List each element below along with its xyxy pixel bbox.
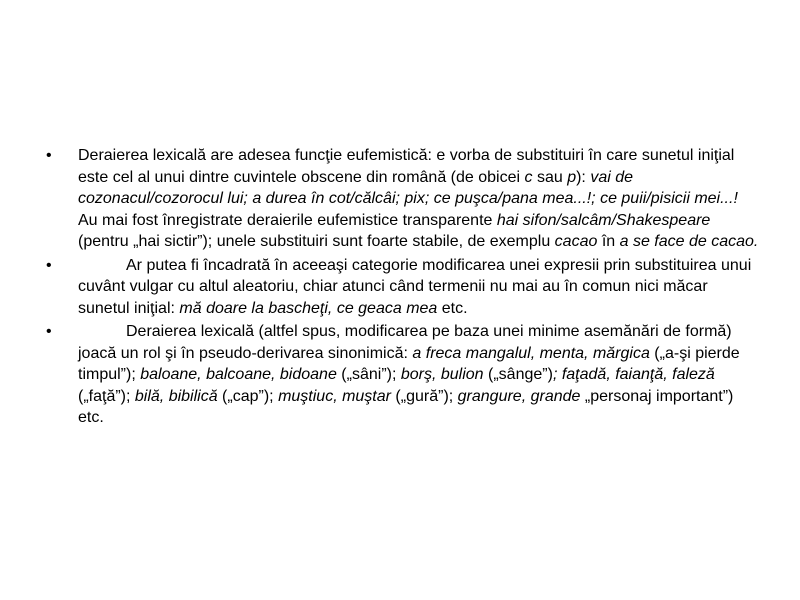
italic-example-text: mă doare la bascheţi, ce geaca mea (179, 299, 438, 317)
body-text: („sâni”); (336, 366, 401, 383)
body-text: ): (576, 168, 591, 186)
italic-example-text: bilă, bibilică (134, 387, 218, 405)
body-text: „personaj important”) etc. (78, 387, 734, 426)
italic-example-text: p (567, 168, 577, 186)
body-text: etc. (437, 299, 468, 317)
italic-example-text: a se face de cacao. (619, 233, 759, 250)
italic-example-text: borş, bulion (400, 366, 484, 383)
bullet-list (46, 145, 760, 431)
body-text: în (597, 233, 620, 250)
body-text: („faţă”); (78, 387, 135, 405)
bullet-icon: • (46, 147, 52, 164)
italic-example-text: c (524, 168, 533, 186)
italic-example-text: baloane, balcoane, bidoane (140, 366, 337, 383)
bullet-icon: • (46, 323, 52, 340)
italic-example-text: grangure, grande (457, 387, 581, 405)
italic-example-text: hai sifon/salcâm/Shakespeare (496, 211, 711, 229)
body-text: Ar putea fi încadrată în aceeaşi categorie modificarea unei expresii prin substituirea unui cuvânt vulgar cu altul aleatoriu, chiar atunci când termenii nu mai au în comun nici măcar sunetul iniţial: (78, 256, 752, 317)
bullet-item (46, 321, 760, 429)
bullet-icon: • (46, 256, 52, 274)
italic-example-text: vai de cozonacul/cozorocul lui; a durea în cot/călcâi; pix; ce puşca/pana mea...!; ce puii/pisicii mei...! (78, 168, 738, 207)
italic-example-text: ; faţadă, faianţă, faleză (552, 366, 715, 383)
body-text: („a-şi pierde timpul”); (78, 344, 740, 383)
body-text: Au mai fost înregistrate deraierile eufemistice transparente (78, 211, 497, 229)
bullet-item (46, 255, 760, 320)
body-text: („sânge”) (483, 366, 553, 383)
body-text: Deraierea lexicală (altfel spus, modificarea pe baza unei minime asemănări de formă) joacă un rol şi în pseudo-derivarea sinonimică: (78, 323, 732, 362)
body-text: („cap”); (217, 387, 279, 405)
italic-example-text: a freca mangalul, menta, mărgica (412, 344, 650, 362)
body-text: sau (532, 168, 568, 186)
italic-example-text: cacao (554, 233, 598, 250)
bullet-item (46, 145, 760, 253)
body-text: („gură”); (390, 387, 458, 405)
body-text: Deraierea lexicală are adesea funcţie eufemistică: e vorba de substituiri în care sunetul iniţial este cel al unui dintre cuvintele obscene din română (de obicei (78, 147, 735, 186)
body-text: (pentru „hai sictir”); unele substituiri sunt foarte stabile, de exemplu (78, 233, 555, 250)
italic-example-text: muştiuc, muştar (278, 387, 391, 405)
